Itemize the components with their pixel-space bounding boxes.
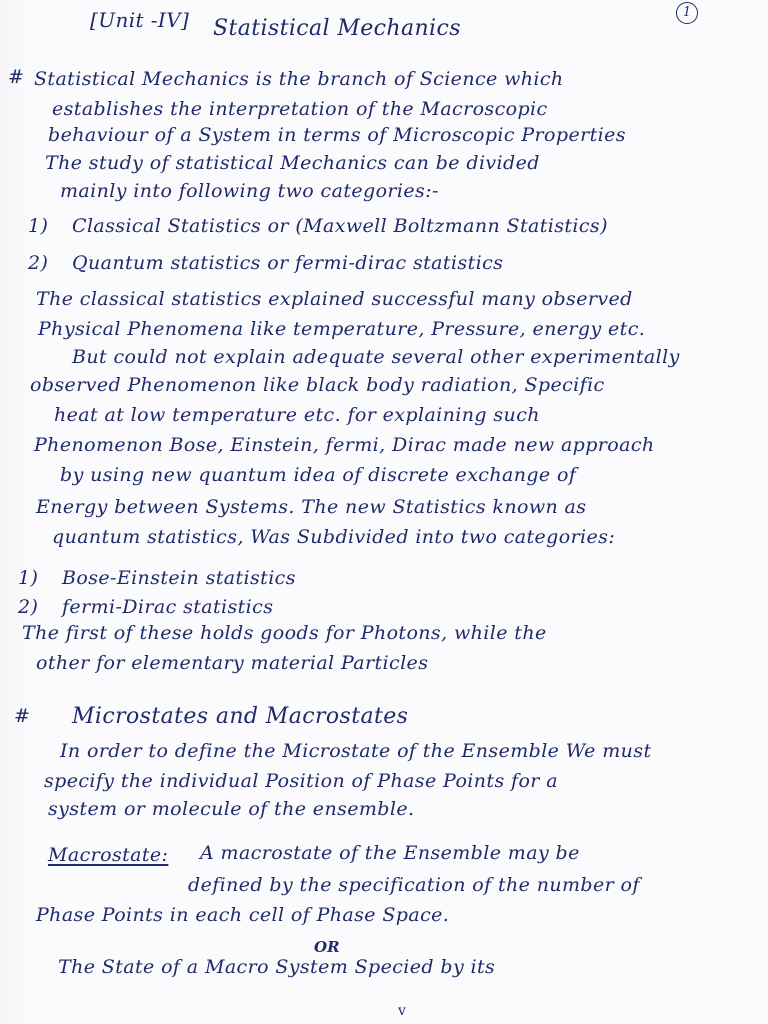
section2-line-2: specify the individual Position of Phase Points for a bbox=[44, 770, 558, 792]
intro-line-1: Statistical Mechanics is the branch of Science which bbox=[34, 68, 564, 90]
macro-line-2: defined by the specification of the number of bbox=[188, 874, 640, 896]
macro-line-3: Phase Points in each cell of Phase Space. bbox=[36, 904, 450, 926]
section2-bullet: # bbox=[14, 705, 31, 727]
check-mark: v bbox=[398, 1003, 406, 1019]
section2-last-line: The State of a Macro System Specied by its bbox=[58, 956, 496, 978]
qcat-1-num: 1) bbox=[18, 567, 39, 589]
section2-line-3: system or molecule of the ensemble. bbox=[48, 798, 415, 820]
category-2-num: 2) bbox=[28, 252, 49, 274]
para-line-2: Physical Phenomena like temperature, Pressure, energy etc. bbox=[38, 318, 646, 340]
unit-label: [Unit -IV] bbox=[90, 8, 190, 32]
para-line-1: The classical statistics explained successful many observed bbox=[36, 288, 633, 310]
macrostate-label: Macrostate: bbox=[48, 844, 169, 866]
qcat-2-num: 2) bbox=[18, 596, 39, 618]
intro-bullet: # bbox=[8, 66, 25, 88]
para-line-3: But could not explain adequate several other experimentally bbox=[72, 346, 680, 368]
para-line-5: heat at low temperature etc. for explaining such bbox=[54, 404, 540, 426]
page-title: Statistical Mechanics bbox=[213, 16, 461, 41]
para-line-7: by using new quantum idea of discrete exchange of bbox=[60, 464, 577, 486]
para-line-8: Energy between Systems. The new Statistics known as bbox=[36, 496, 587, 518]
intro-line-2: establishes the interpretation of the Macroscopic bbox=[52, 98, 548, 120]
category-1-num: 1) bbox=[28, 215, 49, 237]
para-line-9: quantum statistics, Was Subdivided into two categories: bbox=[52, 526, 616, 548]
para-line-6: Phenomenon Bose, Einstein, fermi, Dirac made new approach bbox=[34, 434, 655, 456]
qcat-1-text: Bose-Einstein statistics bbox=[62, 567, 296, 589]
category-1-text: Classical Statistics or (Maxwell Boltzmann Statistics) bbox=[72, 215, 608, 237]
intro-line-3: behaviour of a System in terms of Microscopic Properties bbox=[48, 124, 626, 146]
macro-line-1: A macrostate of the Ensemble may be bbox=[200, 842, 580, 864]
section2-line-1: In order to define the Microstate of the Ensemble We must bbox=[60, 740, 652, 762]
or-separator: OR bbox=[314, 938, 340, 956]
intro-line-5: mainly into following two categories:- bbox=[60, 180, 439, 202]
intro-line-4: The study of statistical Mechanics can be divided bbox=[45, 152, 540, 174]
para-line-4: observed Phenomenon like black body radiation, Specific bbox=[30, 374, 605, 396]
category-2-text: Quantum statistics or fermi-dirac statistics bbox=[72, 252, 504, 274]
qcat-2-text: fermi-Dirac statistics bbox=[62, 596, 274, 618]
holds-line-2: other for elementary material Particles bbox=[36, 652, 429, 674]
section2-title: Microstates and Macrostates bbox=[72, 704, 409, 729]
holds-line-1: The first of these holds goods for Photons, while the bbox=[22, 622, 547, 644]
page-number: 1 bbox=[676, 2, 698, 24]
